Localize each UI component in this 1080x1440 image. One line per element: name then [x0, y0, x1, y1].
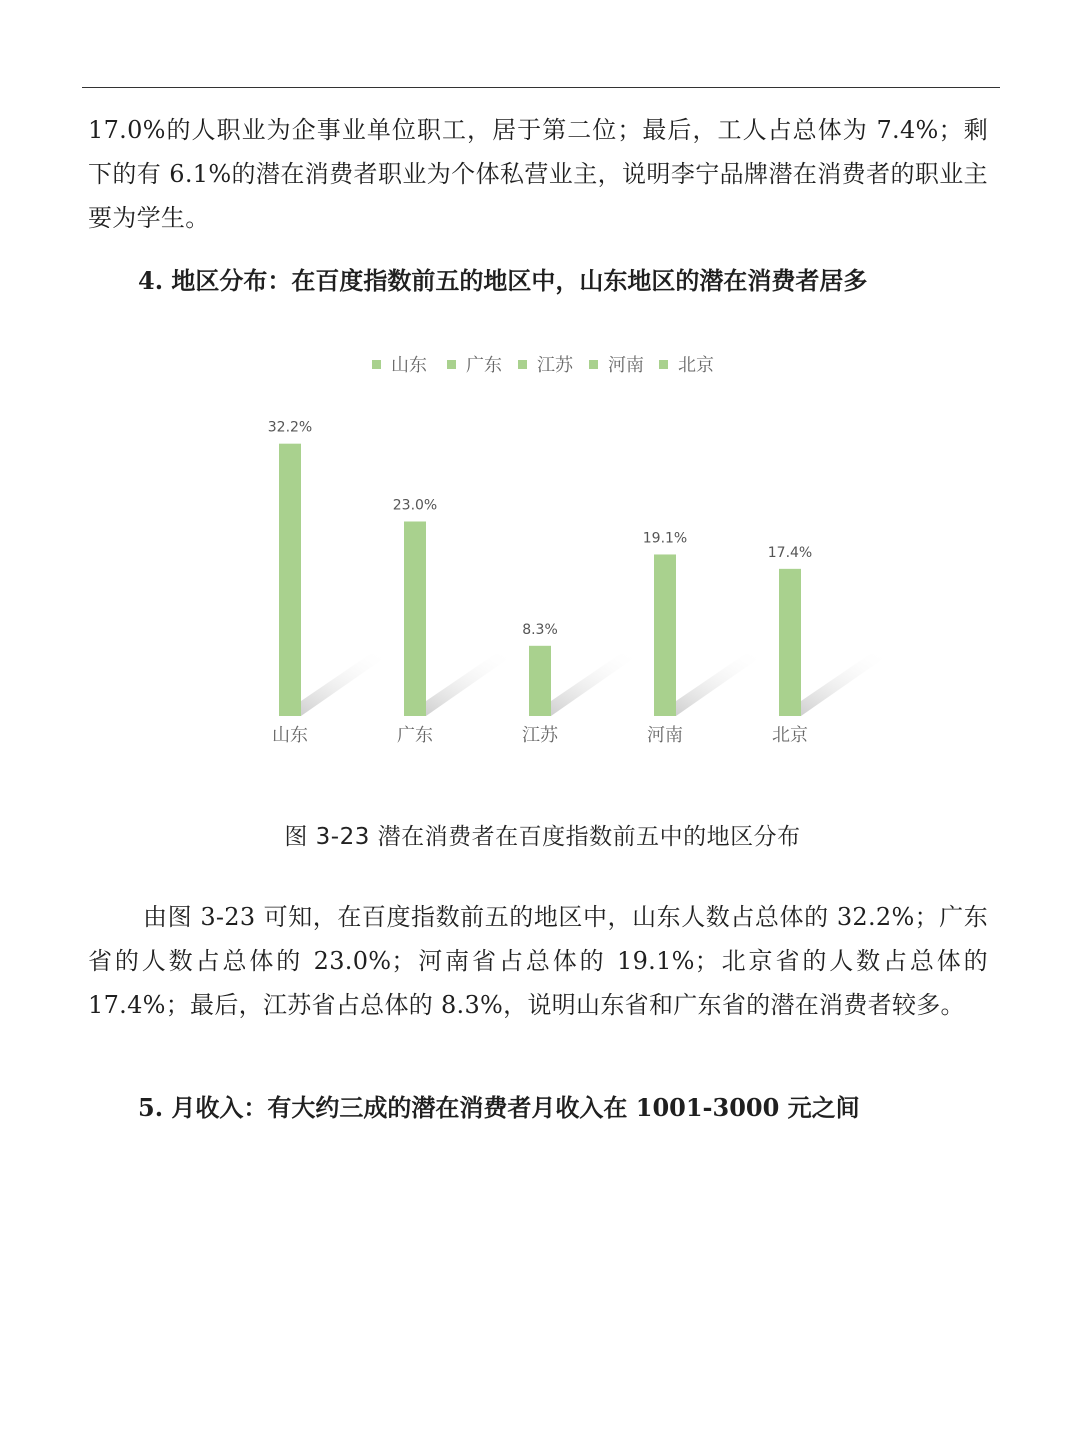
paragraph-occupation-summary: 17.0%的人职业为企事业单位职工，居于第二位；最后，工人占总体为 7.4%；剩下的有 6.1%的潜在消费者职业为个体私营业主，说明李宁品牌潜在消费者的职业主要为学生。 [88, 116, 988, 232]
bar-value-label: 23.0% [392, 497, 438, 514]
value-labels [268, 420, 812, 638]
legend-label: 山东 [391, 355, 427, 376]
bar-value-label: 8.3% [522, 621, 558, 638]
section-heading-income: 5. 月收入：有大约三成的潜在消费者月收入在 1001-3000 元之间 [138, 1093, 860, 1122]
category-labels [272, 724, 808, 746]
region-bar-chart [0, 335, 1080, 775]
legend-label: 广东 [466, 355, 502, 376]
bar [404, 521, 426, 716]
legend-swatch [589, 360, 598, 369]
category-label: 江苏 [522, 725, 558, 746]
paragraph-region-analysis: 由图 3-23 可知，在百度指数前五的地区中，山东人数占总体的 32.2%；广东省的人数占总体的 23.0%；河南省占总体的 19.1%；北京省的人数占总体的 17.4%；最后，江苏省占总体的 8.3%，说明山东省和广东省的潜在消费者较多。 [88, 903, 988, 1019]
chart-legend [372, 354, 714, 376]
bar [279, 444, 301, 716]
legend-label: 河南 [608, 355, 644, 376]
legend-swatch [447, 360, 456, 369]
category-label: 山东 [272, 725, 308, 746]
legend-label: 江苏 [537, 355, 573, 376]
category-label: 广东 [397, 725, 433, 746]
header-rule [82, 87, 1000, 88]
legend-swatch [518, 360, 527, 369]
chart-canvas [0, 335, 1080, 775]
bar [779, 569, 801, 716]
category-label: 北京 [772, 725, 808, 746]
figure-caption: 图 3-23 潜在消费者在百度指数前五中的地区分布 [284, 824, 801, 850]
legend-label: 北京 [678, 355, 714, 376]
section-heading-region: 4. 地区分布：在百度指数前五的地区中，山东地区的潜在消费者居多 [138, 266, 868, 295]
bar-value-label: 17.4% [767, 544, 813, 561]
bar [654, 554, 676, 716]
bar [529, 646, 551, 716]
legend-swatch [372, 360, 381, 369]
bar-value-label: 32.2% [267, 419, 313, 436]
legend-swatch [659, 360, 668, 369]
category-label: 河南 [647, 725, 683, 746]
bar-value-label: 19.1% [642, 530, 688, 547]
